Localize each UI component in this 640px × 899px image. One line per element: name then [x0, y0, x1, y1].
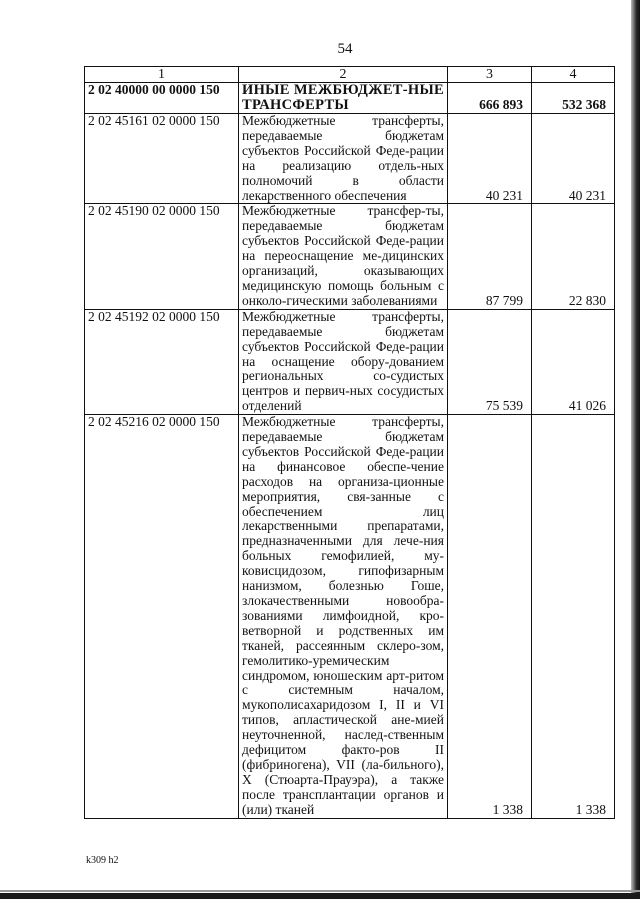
row-name: Межбюджетные трансферты, передаваемые бюджетам субъектов Российской Феде-рации на финансовое обеспе-чение расходов на организа-ционные мероприятия, свя-занные с обеспечением лиц лекарственными препаратами, предназначенными для лече-ния больных гемофилией, му-ковисцидозом, гипофизарным нанизмом, болезнью Гоше, злокачественными новообра-зованиями лимфоидной, кро-ветворной и родственных им тканей, рассеянным склеро-зом, гемолитико-уремическим синдромом, юношеским арт-ритом с системным началом, мукополисахаридозом I, II и VI типов, апластической ане-мией неуточненной, наслед-ственным дефицитом факто-ров II (фибриногена), VII (ла-бильного), X (Стюарта-Прауэра), а также после трансплантации органов и (или) тканей [239, 415, 448, 818]
row-name: Межбюджетные трансфер-ты, передаваемые бюджетам субъектов Российской Феде-рации на переоснащение ме-дицинских организаций, оказывающих медицинскую помощь больным с онколо-гическими заболеваниями [239, 204, 448, 309]
row-code: 2 02 45216 02 0000 150 [85, 415, 239, 818]
row-value-col3: 87 799 [448, 204, 532, 309]
row-value-col4: 532 368 [532, 83, 615, 114]
row-code: 2 02 45192 02 0000 150 [85, 309, 239, 414]
row-value-col3: 1 338 [448, 415, 532, 818]
scan-bottom-edge [0, 893, 640, 899]
row-value-col4: 41 026 [532, 309, 615, 414]
table-row [85, 204, 615, 309]
row-name: Межбюджетные трансферты, передаваемые бюджетам субъектов Российской Феде-рации на реализацию отдель-ных полномочий в области лекарственного обеспечения [239, 114, 448, 204]
table-row [85, 309, 615, 414]
row-name: Межбюджетные трансферты, передаваемые бюджетам субъектов Российской Феде-рации на оснащение обору-дованием региональных со-судистых центров и первич-ных сосудистых отделений [239, 309, 448, 414]
column-header-3: 3 [448, 67, 532, 83]
row-value-col4: 1 338 [532, 415, 615, 818]
row-value-col4: 40 231 [532, 114, 615, 204]
row-value-col3: 666 893 [448, 83, 532, 114]
footer-code: k309 h2 [86, 855, 119, 866]
scan-right-edge [631, 0, 640, 899]
row-value-col3: 75 539 [448, 309, 532, 414]
column-header-1: 1 [85, 67, 239, 83]
row-code: 2 02 40000 00 0000 150 [85, 83, 239, 114]
row-value-col3: 40 231 [448, 114, 532, 204]
row-code: 2 02 45161 02 0000 150 [85, 114, 239, 204]
column-header-4: 4 [532, 67, 615, 83]
table-row [85, 415, 615, 818]
column-header-2: 2 [239, 67, 448, 83]
scan-bottom-line [0, 890, 640, 892]
row-name: ИНЫЕ МЕЖБЮДЖЕТ-НЫЕ ТРАНСФЕРТЫ [239, 83, 448, 114]
row-value-col4: 22 830 [532, 204, 615, 309]
page-number: 54 [337, 41, 353, 57]
budget-table [84, 66, 615, 819]
row-code: 2 02 45190 02 0000 150 [85, 204, 239, 309]
table-header-row [85, 67, 615, 83]
table-row [85, 114, 615, 204]
table-row-total [85, 83, 615, 114]
